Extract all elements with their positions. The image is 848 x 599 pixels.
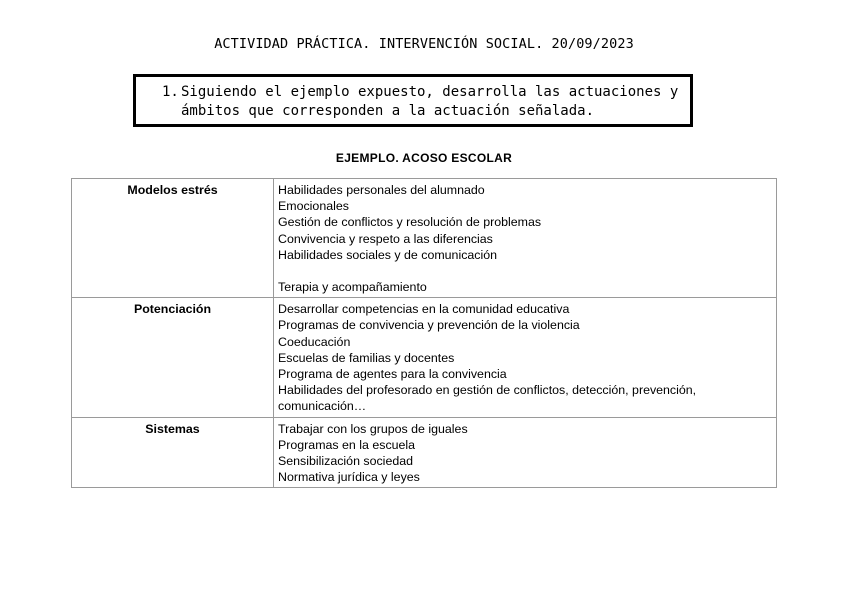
row-label: Sistemas (72, 417, 274, 488)
instruction-line-1 (162, 83, 690, 102)
example-title: EJEMPLO. ACOSO ESCOLAR (335, 151, 513, 165)
table-row (72, 298, 777, 417)
row-items (274, 298, 777, 417)
instruction-number: 1. (162, 84, 179, 100)
row-items (274, 179, 777, 298)
table-row (72, 417, 777, 488)
list-item: Programa de agentes para la convivencia (278, 367, 507, 382)
list-item: Convivencia y respeto a las diferencias (278, 231, 493, 246)
table-row (72, 179, 777, 298)
list-item: Emocionales (278, 199, 349, 214)
list-item: Programas de convivencia y prevención de la violencia (278, 318, 580, 333)
list-item: Habilidades del profesorado en gestión de conflictos, detección, prevención, comunicación… (278, 383, 697, 414)
spacer (278, 263, 772, 279)
list-item: Gestión de conflictos y resolución de problemas (278, 215, 542, 230)
document-title: ACTIVIDAD PRÁCTICA. INTERVENCIÓN SOCIAL. 20/09/2023 (214, 36, 634, 52)
instruction-line-2: ámbitos que corresponden a la actuación señalada. (181, 103, 595, 119)
list-item: Trabajar con los grupos de iguales (278, 421, 468, 436)
row-label: Modelos estrés (72, 179, 274, 298)
row-items (274, 417, 777, 488)
list-item: Normativa jurídica y leyes (278, 470, 420, 485)
instruction-box (133, 74, 693, 127)
instruction-text-1: Siguiendo el ejemplo expuesto, desarrolla las actuaciones y (181, 84, 679, 100)
list-item: Escuelas de familias y docentes (278, 350, 455, 365)
list-item: Programas en la escuela (278, 437, 416, 452)
row-label: Potenciación (72, 298, 274, 417)
list-item: Sensibilización sociedad (278, 454, 414, 469)
list-item: Desarrollar competencias en la comunidad educativa (278, 302, 570, 317)
list-item: Habilidades sociales y de comunicación (278, 247, 498, 262)
list-item: Terapia y acompañamiento (278, 280, 427, 295)
list-item: Coeducación (278, 334, 351, 349)
list-item: Habilidades personales del alumnado (278, 183, 485, 197)
example-table (71, 178, 777, 488)
